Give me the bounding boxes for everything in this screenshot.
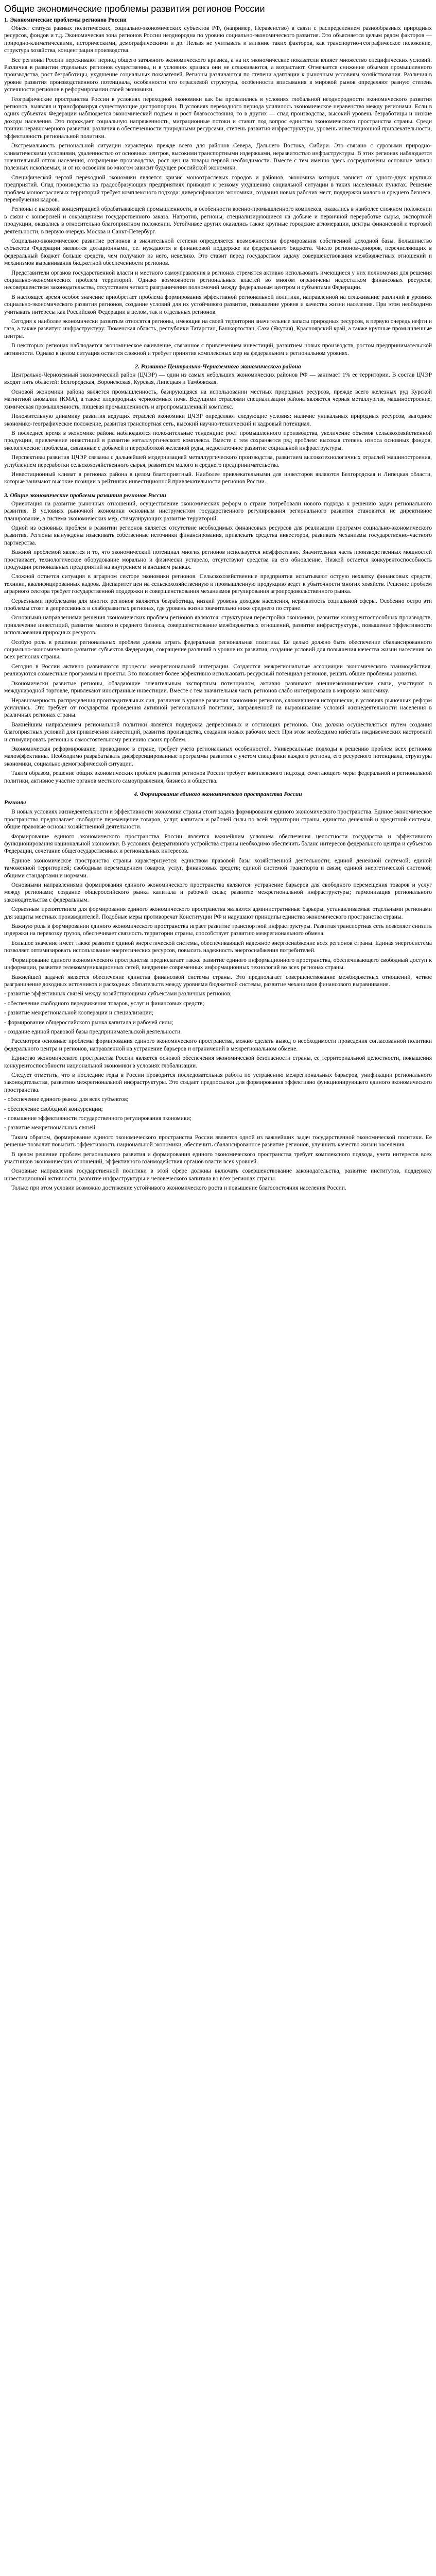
paragraph: Представители органов государственной власти и местного самоуправления в регионах стремятся активно использовать имеющиеся у них полномочия для решения социально-экономических проблем территорий. Однако возможности региональных властей во многом ограничены недостатком финансовых ресурсов, несовершенством законодательства, отсутствием четкого разграничения полномочий между федеральным центром и субъектами Федерации.	[4, 269, 432, 291]
paragraph: Обьект статуса равных политических, социально-экономических субъектов РФ, (например, Неравенство) в связи с распределением разнообразных природных ресурсов, фондов и т.д. Экономическая зона регионов России неоднородна по уровню социально-экономического развития. Это объясняется целым рядом факторов — природно-климатическими, историческими, демографическими и др. Нельзя не учитывать и влияние таких факторов, как транспортно-географическое положение, структура хозяйства, концентрация производства.	[4, 25, 432, 54]
paragraph: Только при этом условии возможно достижение устойчивого экономического роста и повышение благосостояния населения России.	[11, 1185, 346, 1192]
paragraph: Сегодня к наиболее экономически развитым относятся регионы, имеющие на своей территории значительные запасы природных ресурсов, в первую очередь нефти и газа, а также развитую инфраструктуру: Тюменская область, республики Татарстан, Башкортостан, Саха (Якутия), Красноярский край, а также крупные промышленные центры.	[4, 318, 432, 340]
paragraph: Рассмотрев основные проблемы формирования единого экономического пространства, можно сделать вывод о необходимости проведения согласованной политики федерального центра и регионов, направленной на устранение барьеров и ограничений в межрегиональном обмене.	[4, 1038, 432, 1052]
paragraph: Экономическая реформирование, проводимое в стране, требует учета региональных особенностей. Универсальные подходы к решению проблем всех регионов малоэффективны. Необходимо разрабатывать дифференцированные программы развития с учетом специфики каждого региона, его ресурсного потенциала, структуры экономики, социально-демографической ситуации.	[4, 745, 432, 767]
paragraph: Формирование единого экономического пространства России является важнейшим условием обеспечения целостности государства и эффективного функционирования национальной экономики. В условиях федеративного устройства страны необходимо обеспечить баланс интересов федерального центра и субъектов Федерации, сочетание общегосударственных и региональных интересов.	[4, 833, 432, 855]
paragraph: Серьезными проблемами для многих регионов являются безработица, низкий уровень доходов населения, неразвитость социальной сферы. Особенно остро эти проблемы стоят в депрессивных и слаборазвитых регионах, где уровень жизни значительно ниже среднего по стране.	[4, 598, 432, 612]
list-item: - обеспечение свободного передвижения товаров, услуг и финансовых средств;	[4, 1000, 204, 1007]
paragraph: Регионы с высокой концентрацией обрабатывающей промышленности, в особенности военно-промышленного комплекса, оказались в наиболее сложном положении в связи с конверсией и сокращением государственного заказа. Напротив, регионы, специализирующиеся на добыче и первичной переработке сырья, экспортной продукции, оказались в относительно благоприятном положении. Устойчивее других оказались также крупные городские агломерации, центры финансовой и торговой деятельности, в первую очередь Москва и Санкт-Петербург.	[4, 206, 432, 235]
list-item: - обеспечение свободной конкуренции;	[4, 1106, 103, 1112]
paragraph: В некоторых регионах наблюдается экономическое оживление, связанное с привлечением инвестиций, развитием новых производств, ростом предпринимательской активности. Однако в целом ситуация остается сложной и требует принятия комплексных мер на федеральном и региональном уровнях.	[4, 343, 432, 357]
paragraph: Формирование единого экономического пространства предполагает также развитие единого информационного пространства, обеспечивающего свободный доступ к информации, развитие телекоммуникационных сетей, внедрение современных информационных технологий во всех регионах страны.	[4, 957, 432, 971]
paragraph: Основой экономики района является промышленность, базирующаяся на использовании местных природных ресурсов, прежде всего железных руд Курской магнитной аномалии (КМА), а также плодородных черноземных почв. Ведущими отраслями специализации района являются черная металлургия, машиностроение, химическая промышленность, пищевая промышленность и агропромышленный комплекс.	[4, 388, 432, 410]
paragraph: Важную роль в формировании единого экономического пространства играет развитие транспортной инфраструктуры. Развитая транспортная сеть позволяет снизить издержки на перевозку грузов, обеспечивает связность территории страны, способствует развитию межрегионального обмена.	[4, 923, 432, 937]
list-item: - развитие эффективных связей между хозяйствующими субъектами различных регионов;	[4, 991, 232, 997]
list-item: - повышение эффективности государственного регулирования экономики;	[4, 1115, 191, 1122]
paragraph: Единство экономического пространства России является основой обеспечения экономической безопасности страны, ее территориальной целостности, повышения конкурентоспособности национальной экономики в условиях глобализации.	[4, 1055, 432, 1069]
paragraph: Важнейшим направлением региональной политики является поддержка депрессивных и отстающих регионов. Она должна осуществляться путем создания благоприятных условий для привлечения инвестиций, развития производства, создания новых рабочих мест. При этом необходимо избегать иждивенческих настроений и стимулировать регионы к самостоятельному решению своих проблем.	[4, 721, 432, 743]
paragraph: Таким образом, формирование единого экономического пространства России является одной из важнейших задач государственной экономической политики. Ее решение позволит повысить эффективность национальной экономики, обеспечить сбалансированное развитие регионов, улучшить качество жизни населения.	[4, 1134, 432, 1148]
paragraph: Сложной остается ситуация в аграрном секторе экономики регионов. Сельскохозяйственные предприятия испытывают острую нехватку финансовых средств, техники, квалифицированных кадров. Диспаритет цен на сельскохозяйственную и промышленную продукцию ведет к убыточности многих хозяйств. Решение проблем аграрного сектора требует государственной поддержки и совершенствования механизмов регулирования агропродовольственного рынка.	[4, 573, 432, 595]
paragraph: Одной из основных проблем в развитии регионов является отсутствие необходимых финансовых ресурсов для реализации программ социально-экономического развития. Регионы вынуждены изыскивать собственные источники финансирования, привлекать средства инвесторов, развивать механизмы государственно-частного партнерства.	[4, 524, 432, 546]
paragraph: Основными направлениями формирования единого экономического пространства являются: устранение барьеров для свободного перемещения товаров и услуг между регионами; создание общероссийского рынка капитала и рабочей силы; развитие межрегиональной инфраструктуры; гармонизация регионального законодательства с федеральным.	[4, 882, 432, 903]
paragraph: Важной проблемой является и то, что экономический потенциал многих регионов используется неэффективно. Значительная часть производственных мощностей простаивает, технологическое оборудование морально и физически устарело, отсутствуют средства на его обновление. Низкой остается конкурентоспособность продукции региональных предприятий на внутреннем и внешнем рынках.	[4, 549, 432, 570]
paragraph: Важнейшей задачей является обеспечение единства финансовой системы страны. Это предполагает совершенствование межбюджетных отношений, четкое разграничение доходных источников и расходных обязательств между уровнями бюджетной системы, развитие механизмов финансового выравнивания.	[4, 974, 432, 988]
document	[0, 0, 436, 1192]
list-item: - развитие межрегиональной кооперации и специализации;	[4, 1010, 153, 1016]
section-heading: 3. Общие экономические проблемы развития регионов России	[4, 492, 166, 499]
page-title: Общие экономические проблемы развития регионов России	[4, 4, 265, 14]
paragraph: Географические пространства России в условиях переходной экономики как бы провалились в условиях глобальной неоднородности экономического развития регионов, выявляя и трансформируя существующие диспропорции. В условиях переходного периода усилилось экономическое неравенство между регионами. Если в одних субъектах Федерации наблюдается экономический подъем и рост благосостояния, то в других — спад производства, высокий уровень безработицы и низкие доходы населения. Это порождает социальную напряженность, миграционные потоки и ставит под вопрос единство экономического пространства страны. Среди причин неравномерного развития: различия в обеспеченности природными ресурсами, степень развития инфраструктуры, уровень инвестиционной привлекательности, эффективность региональной политики.	[4, 96, 432, 140]
paragraph: Ориентация на развитие рыночных отношений, осуществление экономических реформ в стране потребовали нового подхода к решению задач регионального развития. В условиях рыночной экономики основным инструментом государственного регулирования регионального развития становится не директивное планирование, а система экономических мер, стимулирующих развитие территорий.	[4, 500, 432, 522]
paragraph: В новых условиях жизнедеятельности и эффективности экономики страны стоит задача формирования единого экономического пространства. Единое экономическое пространство предполагает свободное перемещение товаров, услуг, капитала и рабочей силы по всей территории страны, единство денежной и кредитной системы, общие правовые основы хозяйственной деятельности.	[4, 809, 432, 831]
paragraph: Таким образом, решение общих экономических проблем развития регионов России требует комплексного подхода, сочетающего меры федеральной и региональной политики, активное участие органов местного самоуправления, бизнеса и общества.	[4, 770, 432, 784]
section-heading: 2. Развитие Центрально-Черноземного экономического района	[135, 364, 301, 370]
section-heading: 4. Формирование единого экономического пространства России	[134, 791, 302, 798]
paragraph: Большое значение имеет также развитие единой энергетической системы, обеспечивающей надежное энергоснабжение всех регионов страны. Единая энергосистема позволяет оптимизировать использование энергетических ресурсов, повысить надежность энергоснабжения потребителей.	[4, 940, 432, 954]
paragraph: Неравномерность распределения производительных сил, различия в уровне развития экономики регионов, сложившиеся исторически, в условиях рыночных реформ усилились. Это требует от государства проведения активной региональной политики, направленной на выравнивание условий жизнедеятельности населения в различных регионах страны.	[4, 697, 432, 719]
paragraph: Сегодня в России активно развиваются процессы межрегиональной интеграции. Создаются межрегиональные ассоциации экономического взаимодействия, реализуются совместные программы и проекты. Это позволяет более эффективно использовать ресурсный потенциал регионов, решать общие проблемы развития.	[4, 663, 432, 677]
paragraph: В настоящее время особое значение приобретает проблема формирования эффективной региональной политики, направленной на сглаживание различий в уровнях социально-экономического развития регионов, создание условий для их устойчивого развития, повышение уровня и качества жизни населения. При этом необходимо учитывать интересы как Российской Федерации в целом, так и отдельных регионов.	[4, 294, 432, 315]
list-item: - создание единой правовой базы предпринимательской деятельности.	[4, 1028, 182, 1035]
paragraph: В целом решение проблем регионального развития и формирования единого экономического пространства требует комплексного подхода, учета интересов всех участников экономических отношений, эффективного взаимодействия органов власти всех уровней.	[4, 1151, 432, 1165]
spacer	[4, 488, 432, 491]
paragraph: Серьезным препятствием для формирования единого экономического пространства являются административные барьеры, устанавливаемые отдельными регионами для защиты местных производителей. Подобные меры противоречат Конституции РФ и нарушают принципы единства экономического пространства страны.	[4, 906, 432, 920]
paragraph: Экстремальность региональной ситуации характерна прежде всего для районов Севера, Дальнего Востока, Сибири. Это связано с суровыми природно-климатическими условиями, удаленностью от основных центров, высокими транспортными издержками, неразвитостью инфраструктуры. В этих регионах наблюдается значительный отток населения, сокращение производства, рост цен на товары первой необходимости. Вместе с тем именно здесь сосредоточены основные запасы полезных ископаемых, и от их освоения во многом зависит будущее российской экономики.	[4, 143, 432, 172]
paragraph-label: Регионы	[4, 799, 26, 806]
paragraph: Особую роль в решении региональных проблем должна играть федеральная региональная политика. Ее целью должно быть обеспечение сбалансированного социально-экономического развития субъектов Федерации, сокращение различий в уровне их развития, создание условий для повышения качества жизни населения во всех регионах страны.	[4, 639, 432, 660]
paragraph: Единое экономическое пространство страны характеризуется: единством правовой базы хозяйственной деятельности; единой денежной системой; единой таможенной территорией; свободным перемещением товаров, услуг, финансовых средств; единой системой транспорта и связи; единой энергетической системой; общими стандартами и нормами.	[4, 857, 432, 879]
paragraph: Основными направлениями решения экономических проблем регионов являются: структурная перестройка экономики, развитие конкурентоспособных производств, привлечение инвестиций, развитие малого и среднего бизнеса, совершенствование межбюджетных отношений, развитие инфраструктуры, повышение эффективности использования природных ресурсов.	[4, 615, 432, 636]
paragraph: Центрально-Черноземный экономический район (ЦЧЭР) — один из самых небольших экономических районов РФ — занимает 1% ее территории. В состав ЦЧЭР входят пять областей: Белгородская, Воронежская, Курская, Липецкая и Тамбовская.	[4, 372, 432, 386]
list-item: - формирование общероссийского рынка капитала и рабочей силы;	[4, 1019, 173, 1026]
paragraph: Основные направления государственной политики в этой сфере должны включать совершенствование законодательства, развитие институтов, поддержку инвестиционной активности, развитие инфраструктуры и человеческого капитала во всех регионах страны.	[4, 1168, 432, 1182]
paragraph: Положительную динамику развития ведущих отраслей экономики ЦЧЭР определяют следующие условия: наличие уникальных природных ресурсов, выгодное экономико-географическое положение, развитая транспортная сеть, высокий научно-технический и кадровый потенциал.	[4, 413, 432, 427]
paragraph: Все регионы России переживают период общего затяжного экономического кризиса, а на их экономические показатели влияет множество специфических условий. Различия в развитии отдельных регионов существенны, и в условиях кризиса они не сглаживаются, а возрастают. Отмечается снижение объемов промышленного производства, рост безработицы, ухудшение социальных показателей. Регионы различаются по степени адаптации к рыночным условиям хозяйствования. Различия в уровне развития производственного потенциала, особенности его отраслевой структуры, особенности вписывания в мировой рынок определяют разную степень успешности регионов в реформировании своей экономики.	[4, 57, 432, 93]
paragraph: Перспективы развития ЦЧЭР связаны с дальнейшей модернизацией металлургического производства, развитием высокотехнологичных отраслей машиностроения, углублением переработки сельскохозяйственного сырья, развитием малого и среднего предпринимательства.	[4, 454, 432, 468]
paragraph: Социально-экономическое развитие регионов в значительной степени определяется возможностями формирования собственной доходной базы. Большинство субъектов Федерации являются дотационными, т.е. нуждаются в финансовой поддержке из федерального бюджета. Число регионов-доноров, перечисляющих в федеральный бюджет больше средств, чем получают из него, невелико. Это ставит перед государством задачу совершенствования межбюджетных отношений и механизмов выравнивания бюджетной обеспеченности регионов.	[4, 238, 432, 267]
paragraph: В последнее время в экономике района наблюдаются положительные тенденции: рост промышленного производства, увеличение объемов сельскохозяйственной продукции, привлечение инвестиций в развитие металлургического комплекса. Вместе с тем сохраняется ряд проблем: высокая степень износа основных фондов, экологические проблемы, связанные с добычей и переработкой железной руды, недостаточное развитие социальной инфраструктуры.	[4, 430, 432, 451]
section-heading: 1. Экономические проблемы регионов России	[4, 17, 127, 23]
list-item: - обеспечение единого рынка для всех субъектов;	[4, 1096, 129, 1103]
paragraph: Экономически развитые регионы, обладающие значительным экспортным потенциалом, активно развивают внешнеэкономические связи, участвуют в международной торговле, привлекают иностранные инвестиции. Вместе с тем значительная часть регионов слабо интегрирована в мировую экономику.	[4, 680, 432, 694]
paragraph: Инвестиционный климат в регионах района в целом благоприятный. Наиболее привлекательными для инвесторов являются Белгородская и Липецкая области, которые занимают высокие позиции в рейтингах инвестиционной привлекательности регионов России.	[4, 471, 432, 485]
paragraph: Специфической чертой переходной экономики является кризис моноотраслевых городов и районов, экономика которых зависит от одного-двух крупных предприятий. Спад производства на градообразующих предприятиях приводит к резкому ухудшению социальной ситуации в таких населенных пунктах. Решение проблем моноотраслевых территорий требует комплексного подхода: диверсификации экономики, создания новых рабочих мест, поддержки малого и среднего бизнеса, переобучения кадров.	[4, 174, 432, 203]
paragraph: Следует отметить, что в последние годы в России проводится последовательная работа по устранению межрегиональных барьеров, унификации регионального законодательства, развитию межрегиональной инфраструктуры. Это создает предпосылки для формирования эффективно функционирующего единого экономического пространства.	[4, 1072, 432, 1093]
list-item: - развитие межрегиональных связей.	[4, 1125, 97, 1131]
